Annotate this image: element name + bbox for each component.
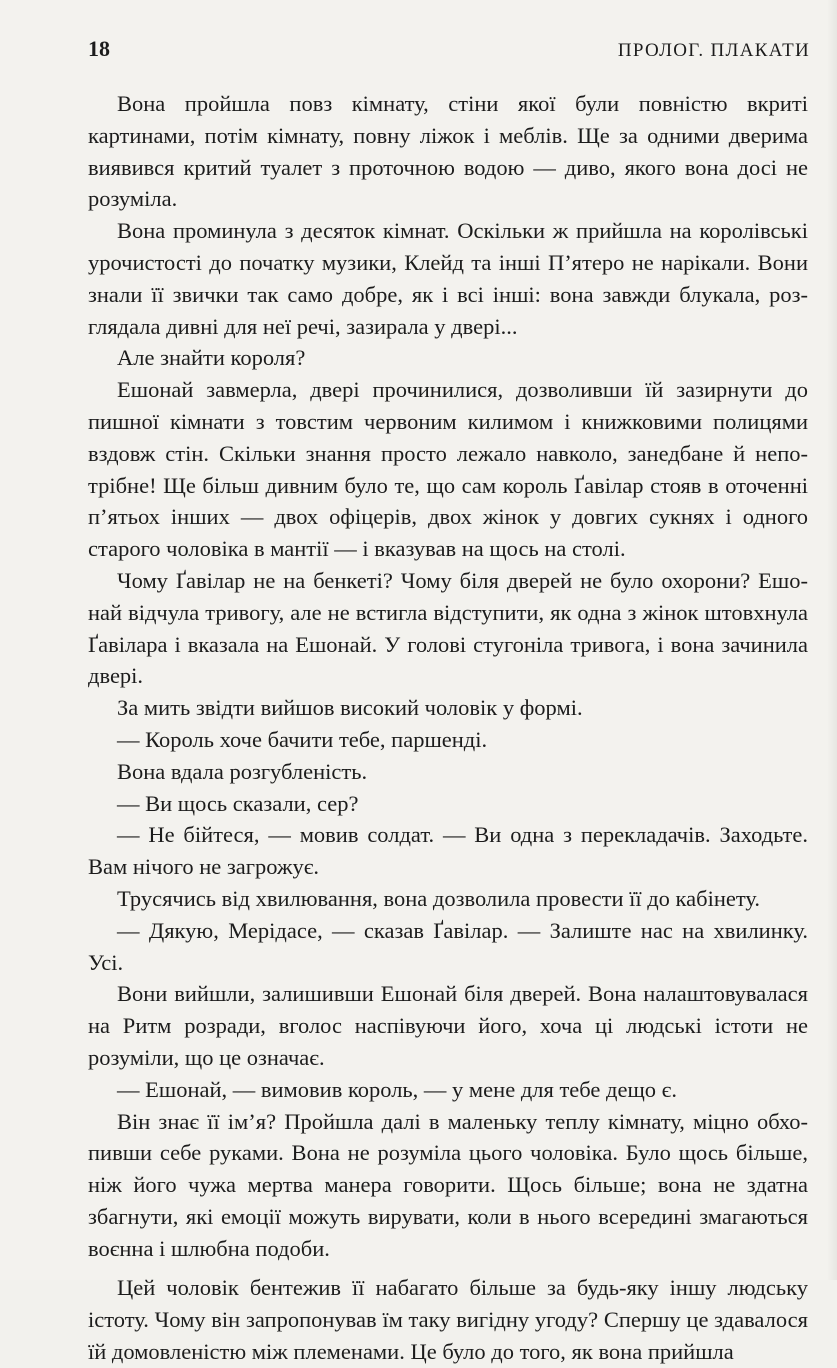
paragraph: Трусячись від хвилювання, вона дозволила провести її до кабінету. xyxy=(117,885,761,911)
paragraph: Він знає її ім’я? Пройшла далі в маленьку теплу кімнату, міцно обхопивши себе руками. Вона не розуміла цього чоловіка. Було щось більше, ніж його чужа мертва манера говорити. Щось більше; вона не здатна збагнути, які емоції можуть вирувати, коли в нього всередині змагаються воєнна і шлюбна подоби. xyxy=(88,1108,808,1261)
paragraph: Вона проминула з десяток кімнат. Оскільки ж прийшла на королівські урочистості до початку музики, Клейд та інші П’ятеро не нарікали. Вони знали її звички так само добре, як і всі інші: вона завжди блукала, розглядала дивні для неї речі, зазирала у двері... xyxy=(88,218,808,339)
paragraph: За мить звідти вийшов високий чоловік у формі. xyxy=(117,695,583,721)
paragraph: Вона вдала розгубленість. xyxy=(117,758,368,784)
paragraph: Вона пройшла повз кімнату, стіни якої були повністю вкриті картинами, потім кімнату, повну ліжок і меблів. Ще за одними дверима виявився критий туалет з проточною водою — диво, якого вона досі не розуміла. xyxy=(88,91,808,212)
paragraph: Цей чоловік бентежив її набагато більше за будь-яку іншу людську істоту. Чому він запропонував їм таку вигідну угоду? Спершу це здавалося їй домовленістю між племенами. Це було до того, як вона прийшла xyxy=(88,1275,808,1365)
paragraph: Ешонай завмерла, двері прочинилися, дозволивши їй зазирнути до пишної кімнати з товстим червоним килимом і книжковими полицями вздовж стін. Скільки знання просто лежало навколо, занедбане й непотрібне! Ще більш дивним було те, що сам король Ґавілар стояв в оточенні п’ятьох інших — двох офіцерів, двох жінок у довгих сукнях і одного старого чоловіка в мантії — і вказував на щось на столі. xyxy=(88,377,808,562)
page-number: 18 xyxy=(88,36,110,61)
paragraph: Але знайти короля? xyxy=(117,345,306,371)
paragraph: Чому Ґавілар не на бенкеті? Чому біля дверей не було охорони? Ешонай відчула тривогу, але не встигла відступити, як одна з жінок штовхнула Ґавілара і вказала на Ешонай. У голові стугоніла тривога, і вона зачинила двері. xyxy=(88,567,808,689)
paragraph: — Дякую, Мерідасе, — сказав Ґавілар. — Залиште нас на хвилинку. Усі. xyxy=(88,917,808,975)
body-text xyxy=(88,88,808,1368)
paragraph: — Ви щось сказали, сер? xyxy=(117,790,359,816)
paragraph: — Король хоче бачити тебе, паршенді. xyxy=(117,726,488,752)
page-header xyxy=(88,36,810,70)
paragraph: — Не бійтеся, — мовив солдат. — Ви одна з перекладачів. Заходьте. Вам нічого не загрожує. xyxy=(88,822,808,880)
paragraph: — Ешонай, — вимовив король, — у мене для тебе дещо є. xyxy=(117,1076,677,1102)
running-head: ПРОЛОГ. ПЛАКАТИ xyxy=(617,40,810,61)
paragraph: Вони вийшли, залишивши Ешонай біля дверей. Вона налаштовувалася на Ритм розради, вголос наспівуючи його, хоча ці людські істоти не розуміли, що це означає. xyxy=(88,981,808,1070)
page-edge-shadow xyxy=(827,0,837,1280)
